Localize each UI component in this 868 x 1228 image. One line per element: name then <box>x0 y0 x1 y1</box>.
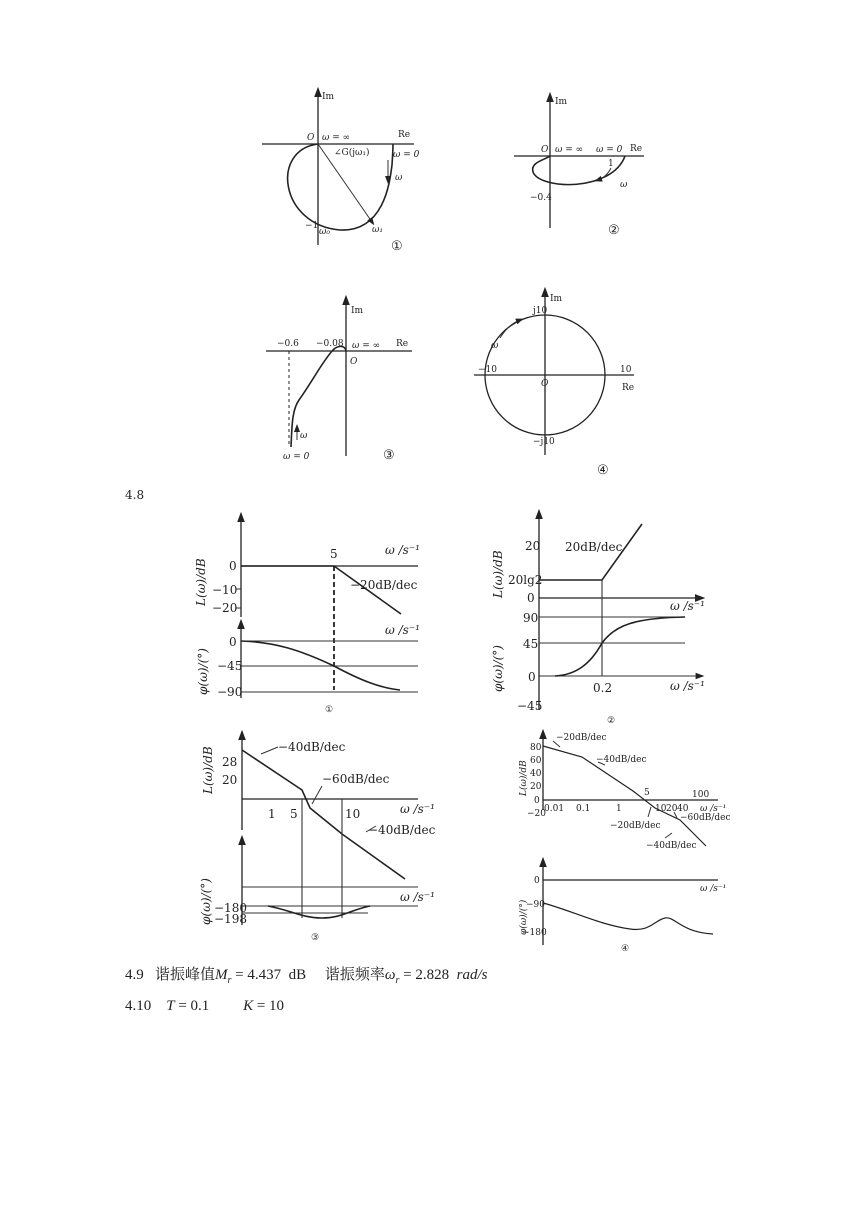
magnitude-axis-label: L(ω)/dB <box>491 550 505 598</box>
plot-index: ④ <box>597 463 609 478</box>
j10-label: j10 <box>533 306 548 316</box>
problem-4-9-line <box>125 963 487 986</box>
tick-20: 20 <box>222 773 238 787</box>
im-label: Im <box>322 92 335 102</box>
xtick-1: 1 <box>268 807 276 821</box>
origin-label: O <box>307 133 315 143</box>
slope-b-label: −40dB/dec <box>596 755 647 765</box>
tick-60: 60 <box>530 756 542 766</box>
resonance-peak-value: = 4.437 dB <box>235 967 307 983</box>
phase-tick-neg45: −45 <box>217 659 243 673</box>
neg-one-label: −1 <box>305 221 319 231</box>
slope-2-label: −60dB/dec <box>322 772 390 786</box>
phase-tick-neg90: −90 <box>217 685 243 699</box>
omega-1-label: ω₁ <box>372 225 383 235</box>
omega-zero-label: ω = 0 <box>596 145 623 155</box>
tick-neg10: −10 <box>212 583 238 597</box>
slope-d-label: −60dB/dec <box>680 813 731 823</box>
resonance-freq-sub: r <box>395 975 400 986</box>
neg-0.08-label: −0.08 <box>316 339 344 349</box>
bode-plot-1 <box>194 517 420 715</box>
omega-arrow-label: ω <box>491 341 499 351</box>
resonance-freq-value: = 2.828 <box>403 967 450 983</box>
origin-label: O <box>541 379 549 389</box>
phase-tick-neg180: −180 <box>522 928 547 938</box>
im-label: Im <box>555 97 568 107</box>
resonance-peak-var: M <box>215 967 228 983</box>
re-label: Re <box>622 383 635 393</box>
re-label: Re <box>630 144 643 154</box>
omega-inf-label: ω = ∞ <box>555 145 584 155</box>
phase-tick-neg180: −180 <box>214 901 247 915</box>
nyquist-plot-1 <box>262 92 420 254</box>
tick-20: 20 <box>525 539 541 553</box>
one-label: 1 <box>608 159 614 169</box>
phase-tick-0: 0 <box>534 876 540 886</box>
resonance-peak-sub: r <box>227 975 232 986</box>
freq-0.2-label: 0.2 <box>593 681 613 695</box>
nyquist-plot-3 <box>266 300 412 463</box>
K-var: K <box>243 998 254 1014</box>
origin-label: O <box>350 357 358 367</box>
im-label: Im <box>550 294 563 304</box>
tick-neg20: −20 <box>212 601 238 615</box>
freq-axis-label-phase: ω /s⁻¹ <box>700 884 727 894</box>
angle-label: ∠G(jω₁) <box>334 148 370 158</box>
neg-j10-label: −j10 <box>533 437 555 447</box>
bode-plot-3 <box>199 735 436 943</box>
slope-a-label: −20dB/dec <box>556 733 607 743</box>
resonance-freq-var: ω <box>384 967 396 983</box>
phase-tick-neg45: −45 <box>517 699 543 713</box>
plot-index: ② <box>607 716 616 726</box>
tick-0: 0 <box>534 796 540 806</box>
phase-axis-label: φ(ω)/(°) <box>196 648 210 695</box>
freq-axis-label-phase: ω /s⁻¹ <box>400 890 435 904</box>
omega-arrow-label: ω <box>300 431 308 441</box>
phase-tick-0: 0 <box>229 635 237 649</box>
tick-0: 0 <box>527 591 535 605</box>
omega-n-label: ω₀ <box>319 227 330 237</box>
slope-e-label: −40dB/dec <box>646 841 697 851</box>
phase-tick-neg198: −198 <box>214 912 247 926</box>
xtick-100: 100 <box>692 790 710 800</box>
phase-axis-label: φ(ω)/(°) <box>519 899 529 935</box>
omega-inf-label: ω = ∞ <box>352 341 381 351</box>
magnitude-axis-label: L(ω)/dB <box>194 558 208 606</box>
plot-index: ② <box>608 223 620 238</box>
problem-4-8-label: 4.8 <box>125 488 145 502</box>
break-freq-label: 5 <box>330 547 338 561</box>
tick-80: 80 <box>530 743 542 753</box>
slope-1-label: −40dB/dec <box>278 740 346 754</box>
tick-40: 40 <box>530 769 542 779</box>
origin-label: O <box>541 145 549 155</box>
phase-tick-90: 90 <box>523 611 539 625</box>
neg-0.6-label: −0.6 <box>277 339 299 349</box>
xtick-40: 40 <box>677 804 689 814</box>
tick-28: 28 <box>222 755 238 769</box>
plot-index: ③ <box>311 933 320 943</box>
resonance-peak-text: 谐振峰值 <box>155 967 216 983</box>
tick-20lg2: 20lg2 <box>508 573 543 587</box>
tick-neg20: −20 <box>527 809 546 819</box>
bode-plot-2 <box>491 514 705 726</box>
omega-arrow-label: ω <box>620 180 628 190</box>
plot-index: ① <box>391 239 403 254</box>
plot-index: ③ <box>383 448 395 463</box>
tick-0: 0 <box>229 559 237 573</box>
T-value: = 0.1 <box>178 998 210 1014</box>
freq-axis-label: ω /s⁻¹ <box>670 599 705 613</box>
phase-axis-label: φ(ω)/(°) <box>491 645 505 692</box>
ten-label: 10 <box>620 365 632 375</box>
slope-c-label: −20dB/dec <box>610 821 661 831</box>
re-label: Re <box>398 130 411 140</box>
xtick-1: 1 <box>616 804 622 814</box>
problem-4-10-label: 4.10 <box>125 998 152 1014</box>
re-label: Re <box>396 339 409 349</box>
xtick-20: 20 <box>666 804 678 814</box>
xtick-0.1: 0.1 <box>576 804 591 814</box>
T-var: T <box>166 998 175 1014</box>
omega-zero-label: ω = 0 <box>393 150 420 160</box>
phase-tick-neg90: −90 <box>526 900 545 910</box>
omega-inf-label: ω = ∞ <box>322 133 351 143</box>
nyquist-plot-4 <box>474 292 634 478</box>
freq-axis-label: ω /s⁻¹ <box>385 543 420 557</box>
K-value: = 10 <box>256 998 285 1014</box>
xtick-5: 5 <box>644 788 650 798</box>
xtick-0.01: 0.01 <box>544 804 565 814</box>
magnitude-axis-label: L(ω)/dB <box>519 760 529 796</box>
problem-4-10-line <box>125 998 284 1015</box>
freq-axis-label-phase: ω /s⁻¹ <box>385 623 420 637</box>
omega-arrow-label: ω <box>395 173 403 183</box>
slope-3-label: −40dB/dec <box>368 823 436 837</box>
plot-index: ④ <box>621 944 630 954</box>
neg-0.4-label: −0.4 <box>530 193 552 203</box>
freq-axis-label: ω /s⁻¹ <box>400 802 435 816</box>
phase-tick-45: 45 <box>523 637 539 651</box>
slope-label: −20dB/dec <box>350 578 418 592</box>
bode-plot-4 <box>518 733 731 954</box>
neg-ten-label: −10 <box>478 365 497 375</box>
xtick-10: 10 <box>345 807 361 821</box>
problem-4-9-label: 4.9 <box>125 967 144 983</box>
tick-20: 20 <box>530 782 542 792</box>
magnitude-axis-label: L(ω)/dB <box>201 746 215 794</box>
omega-zero-label: ω = 0 <box>283 452 310 462</box>
nyquist-plot-2 <box>514 97 644 238</box>
phase-tick-0: 0 <box>528 670 536 684</box>
phase-axis-label: φ(ω)/(°) <box>199 878 213 925</box>
freq-axis-label: ω /s⁻¹ <box>700 804 727 814</box>
plot-index: ① <box>325 705 334 715</box>
resonance-freq-unit: rad/s <box>456 967 488 983</box>
slope-label: 20dB/dec <box>565 540 623 554</box>
xtick-10: 10 <box>655 804 667 814</box>
xtick-5: 5 <box>290 807 298 821</box>
im-label: Im <box>351 306 364 316</box>
resonance-freq-text: 谐振频率 <box>324 967 385 983</box>
freq-axis-label-phase: ω /s⁻¹ <box>670 679 705 693</box>
